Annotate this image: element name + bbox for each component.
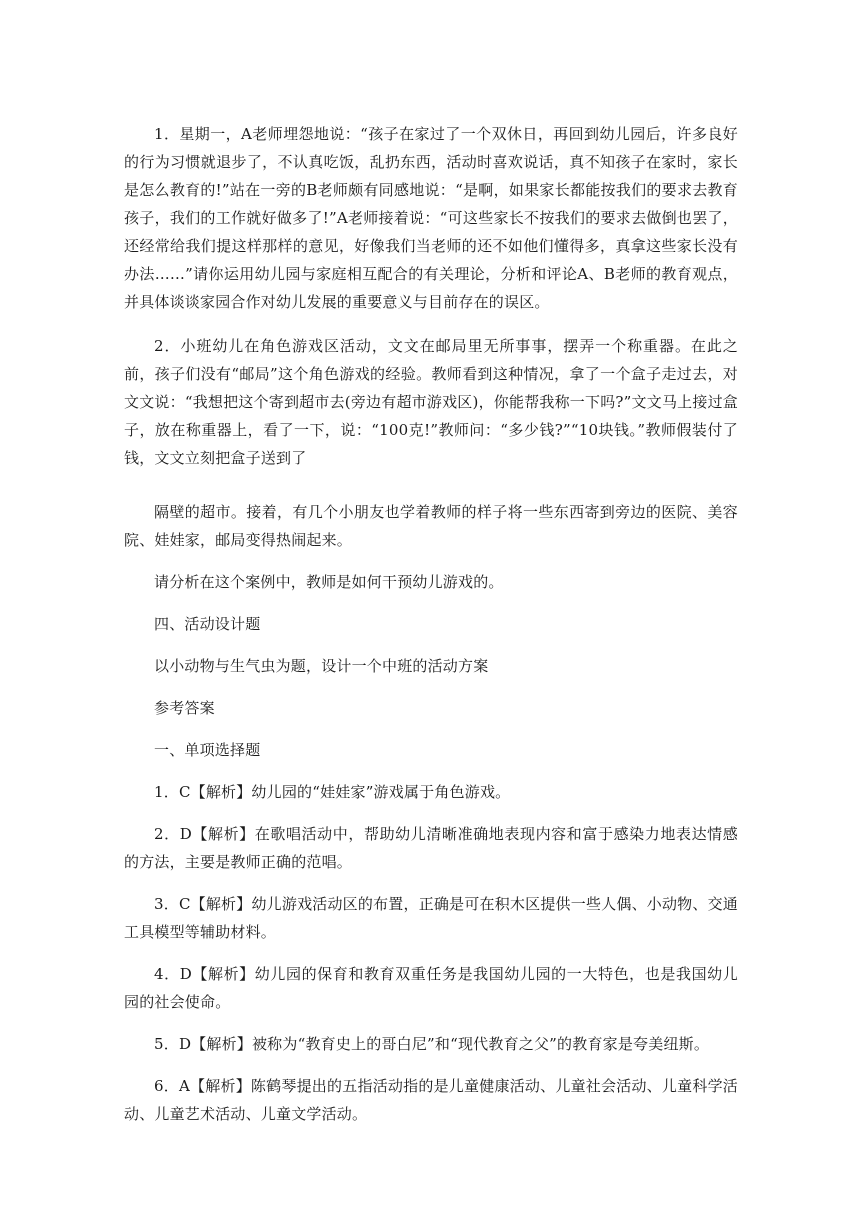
- answer-4: 4．D【解析】幼儿园的保育和教育双重任务是我国幼儿园的一大特色，也是我国幼儿园的社会使命。: [124, 965, 738, 1011]
- answers-heading: 参考答案: [154, 699, 215, 717]
- question-2-prompt: 请分析在这个案例中，教师是如何干预幼儿游戏的。: [154, 573, 504, 591]
- question-2-continuation: 隔壁的超市。接着，有几个小朋友也学着教师的样子将一些东西寄到旁边的医院、美容院、娃娃家，邮局变得热闹起来。: [124, 503, 738, 549]
- section-heading-activity-design: 四、活动设计题: [154, 615, 261, 633]
- question-2-paragraph: 2．小班幼儿在角色游戏区活动，文文在邮局里无所事事，摆弄一个称重器。在此之前，孩子们没有“邮局”这个角色游戏的经验。教师看到这种情况，拿了一个盒子走过去，对文文说：“我想把这个寄到超市去(旁边有超市游戏区)，你能帮我称一下吗?”文文马上接过盒子，放在称重器上，看了一下，说：“100克!”教师问：“多少钱?”“10块钱。”教师假装付了钱，文文立刻把盒子送到了: [124, 337, 738, 467]
- question-1-paragraph: 1．星期一，A老师埋怨地说：“孩子在家过了一个双休日，再回到幼儿园后，许多良好的行为习惯就退步了，不认真吃饭，乱扔东西，活动时喜欢说话，真不知孩子在家时，家长是怎么教育的!”站在一旁的B老师颇有同感地说：“是啊，如果家长都能按我们的要求去教育孩子，我们的工作就好做多了!”A老师接着说：“可这些家长不按我们的要求去做倒也罢了，还经常给我们提这样那样的意见，好像我们当老师的还不如他们懂得多，真拿这些家长没有办法……”请你运用幼儿园与家庭相互配合的有关理论，分析和评论A、B老师的教育观点，并具体谈谈家园合作对幼儿发展的重要意义与目前存在的误区。: [124, 125, 738, 311]
- section-heading-single-choice: 一、单项选择题: [154, 741, 261, 759]
- answer-2: 2．D【解析】在歌唱活动中，帮助幼儿清晰准确地表现内容和富于感染力地表达情感的方法，主要是教师正确的范唱。: [124, 825, 738, 871]
- activity-design-prompt: 以小动物与生气虫为题，设计一个中班的活动方案: [154, 657, 489, 675]
- answer-1: 1．C【解析】幼儿园的“娃娃家”游戏属于角色游戏。: [154, 783, 511, 801]
- answer-6: 6．A【解析】陈鹤琴提出的五指活动指的是儿童健康活动、儿童社会活动、儿童科学活动、儿童艺术活动、儿童文学活动。: [124, 1077, 738, 1123]
- document-body: [124, 120, 738, 1128]
- answer-5: 5．D【解析】被称为“教育史上的哥白尼”和“现代教育之父”的教育家是夸美纽斯。: [154, 1035, 710, 1053]
- answer-3: 3．C【解析】幼儿游戏活动区的布置，正确是可在积木区提供一些人偶、小动物、交通工具模型等辅助材料。: [124, 895, 738, 941]
